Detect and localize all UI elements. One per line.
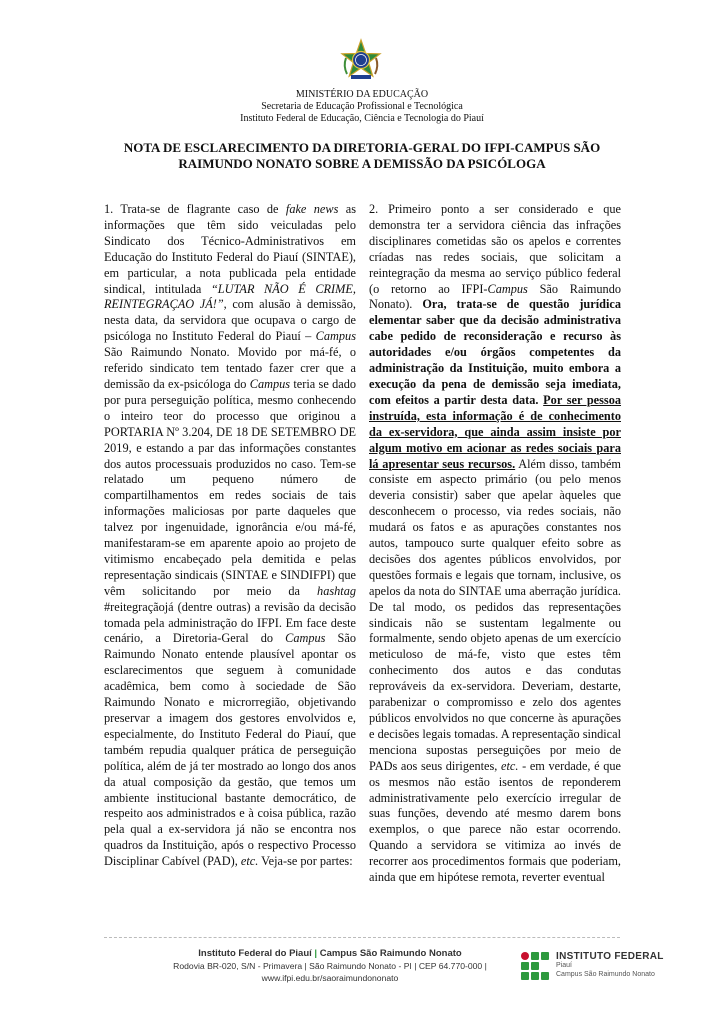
title-line-1: NOTA DE ESCLARECIMENTO DA DIRETORIA-GERAL DO IFPI-CAMPUS SÃO <box>123 140 601 155</box>
paragraph-2: 2. Primeiro ponto a ser considerado e que demonstra ter a servidora ciência das infrações disciplinares cometidas são os apelos e correntes críadas nas redes sociais, que solicitam a reintegração da mesma ao serviço público federal (o retorno ao IFPI-Campus São Raimundo Nonato). Ora, trata-se de questão jurídica elementar saber que da decisão administrativa cabe pedido de reconsideração e recurso às autoridades e/ou órgãos competentes da administração da Instituição, muito embora a execução da pena de demissão seja imediata, com efeitos a partir desta data. Por ser pessoa instruída, esta informação é de conhecimento da ex-servidora, que ainda assim insiste por algum motivo em acionar as redes sociais para lá apresentar seus recursos. Além disso, também consiste em aspecto primário (ou pelo menos deveria consistir) saber que apelar àqueles que desconhecem o processo, via redes sociais, não mudará os fatos e as apurações constantes nos autos, tampouco surte qualquer efeito sobre as decisões dos agentes públicos envolvidos, por questões formais e legais que tornam, inclusive, os apelos da nota do SINTAE uma aberração jurídica. De tal modo, os pedidos das representações sindicais não se sustentam legalmente ou formalmente, sendo objeto apenas de um exercício meticuloso de má-fe, visto que estes têm conhecimento dos autos e das condutas reprováveis da ex-servidora. Deveriam, destarte, parabenizar o compromisso e zelo dos agentes públicos envolvidos no que concerne às apurações e decisões legais tomadas. A representação sindical menciona supostas perseguições por meio de PADs aos seus dirigentes, etc. - em verdade, é que os mesmos não estão isentos de reponderem administrativamente pelo exercício irregular de suas funções, devendo até mesmo darem bons exemplos, o que parece não estar ocorrendo. Quando a servidora se vitimiza ao invés de recorrer aos procedimentos formais que poderiam, ainda que em hipótese remota, reverter eventual <box>369 202 622 885</box>
logo-campus: Campus São Raimundo Nonato <box>556 970 655 978</box>
footer-block <box>150 947 510 984</box>
header-institute: Instituto Federal de Educação, Ciência e Tecnologia do Piauí <box>240 113 484 124</box>
header-ministry: MINISTÉRIO DA EDUCAÇÃO <box>295 89 429 100</box>
logo-title: INSTITUTO FEDERAL <box>556 951 664 962</box>
paragraph-1: 1. Trata-se de flagrante caso de fake news as informações que têm sido veiculadas pelo Sindicato dos Técnico-Administrativos em Educação do Instituto Federal do Piauí (SINTAE), em particular, a nota publicada pela entidade sindical, intitulada “LUTAR NÃO É CRIME, REINTEGRAÇAO JÁ!”, com alusão à demissão, nesta data, da servidora que ocupava o cargo de psicóloga no Instituto Federal do Piauí – Campus São Raimundo Nonato. Movido por má-fé, o referido sindicato tem tentado fazer crer que a demissão da ex-psicóloga do Campus teria se dado por pura perseguição política, mesmo conhecendo o inteiro teor do processo que originou a PORTARIA Nº 3.204, DE 18 DE SETEMBRO DE 2019, e estando a par das informações constantes dos autos processuais produzidos no caso. Tem-se relatado um pequeno número de compartilhamentos em redes sociais de tais informações maliciosas por parte daqueles que talvez por ingenuidade, ignorância e/ou má-fé, manifestaram-se em aparente apoio ao projeto de vitimismo encabeçado pela demitida e pelas representação sindicais (SINTAE e SINDIFPI) que vêm solicitando por meio da hashtag #reitegraçãojá (dentre outras) a revisão da decisão tomada pela administração do IFPI. Em face deste cenário, a Diretoria-Geral do Campus São Raimundo Nonato entende plausível apontar os esclarecimentos que seguem à comunidade acadêmica, bem como à sociedade de São Raimundo Nonato e microrregião, objetivando preservar a imagem dos gestores envolvidos e, especialmente, do Instituto Federal do Piauí, que também repudia qualquer prática de perseguição política, além de já ter mostrado ao longo dos anos da atual composição da gestão, que temos um ambiente institucional bastante democrático, de respeito aos administrados e à coisa pública, razão pela qual a ex-servidora já não se encontra nos quadros da Instituição, após o respectivo Processo Disciplinar Cabível (PAD), etc. Veja-se por partes: <box>104 202 357 869</box>
header-secretariat: Secretaria de Educação Profissional e Tecnológica <box>261 101 463 112</box>
institute-logo-text <box>556 951 664 979</box>
underlined-statement: Por ser pessoa instruída, esta informação é de conhecimento da ex-servidora, que ainda assim insiste por algum motivo em acionar as redes sociais para lá apresentar seus recursos. <box>369 392 622 471</box>
bold-statement: Ora, trata-se de questão jurídica elementar saber que da decisão administrativa cabe pedido de reconsideração e recurso às autoridades e/ou órgãos competentes da administração da Instituição, muito embora a execução da pena de demissão seja imediata, com efeitos a partir desta data. <box>369 297 621 407</box>
brazil-coat-of-arms-icon <box>338 38 384 84</box>
footer-divider <box>104 937 620 938</box>
document-title <box>110 140 614 172</box>
footer-institution: Instituto Federal do Piauí | Campus São Raimundo Nonato <box>198 948 462 959</box>
logo-state: Piauí <box>556 962 572 969</box>
instituto-federal-logo-icon <box>520 951 552 983</box>
footer-url[interactable]: www.ifpi.edu.br/saoraimundononato <box>261 973 399 983</box>
footer-address: Rodovia BR-020, S/N - Primavera | São Raimundo Nonato - PI | CEP 64.770-000 | <box>173 961 487 971</box>
column-left <box>104 202 356 870</box>
column-right <box>369 202 621 886</box>
title-line-2: RAIMUNDO NONATO SOBRE A DEMISSÃO DA PSICÓLOGA <box>178 156 546 171</box>
